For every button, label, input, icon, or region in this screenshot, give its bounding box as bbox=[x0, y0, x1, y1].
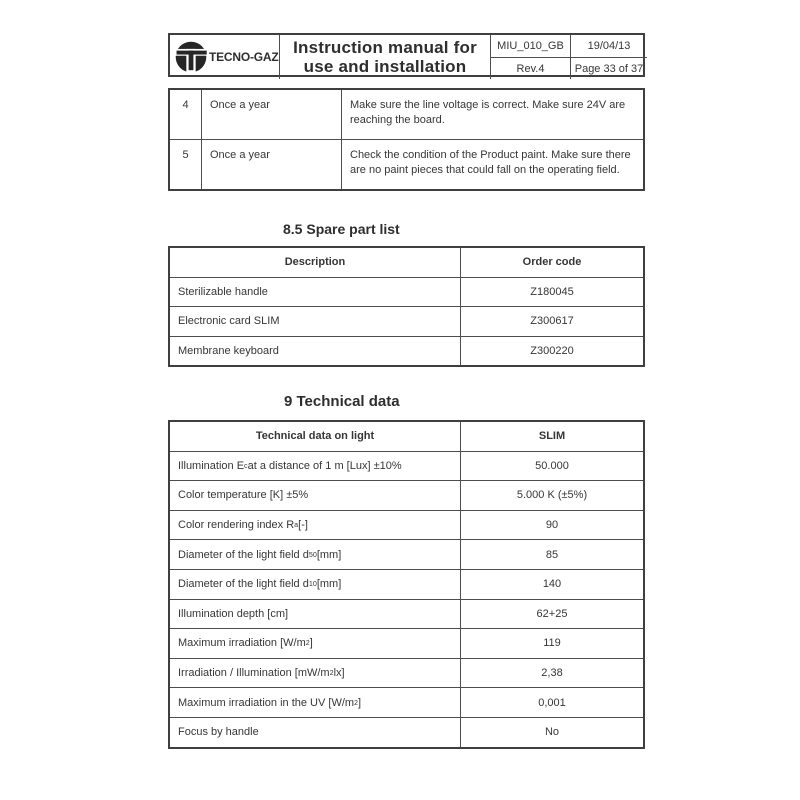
table-row bbox=[170, 139, 643, 189]
table-row bbox=[170, 717, 643, 747]
maintenance-table bbox=[168, 88, 645, 191]
tech-value: 62+25 bbox=[460, 600, 643, 629]
table-row bbox=[170, 628, 643, 658]
row-number: 5 bbox=[182, 149, 189, 161]
tech-value: No bbox=[460, 718, 643, 747]
table-header-row bbox=[170, 422, 643, 451]
order-code-cell: Z180045 bbox=[460, 278, 643, 307]
tech-value: 140 bbox=[460, 570, 643, 599]
doc-code: MIU_010_GB bbox=[490, 35, 570, 57]
header-title-line2: use and installation bbox=[303, 57, 467, 76]
table-row bbox=[170, 277, 643, 307]
table-header-row bbox=[170, 248, 643, 277]
tech-value: 0,001 bbox=[460, 688, 643, 717]
tech-value: 2,38 bbox=[460, 659, 643, 688]
tech-label: Illumination depth [cm] bbox=[178, 607, 289, 620]
tecno-gaz-logo-icon bbox=[174, 40, 208, 74]
doc-date: 19/04/13 bbox=[570, 35, 647, 57]
action-cell: Make sure the line voltage is correct. Make sure 24V are reaching the board. bbox=[341, 90, 643, 139]
frequency-cell: Once a year bbox=[201, 90, 341, 139]
tech-label: Color rendering index R a [-] bbox=[178, 519, 308, 532]
tech-value: 5.000 K (±5%) bbox=[460, 481, 643, 510]
table-row bbox=[170, 658, 643, 688]
technical-data-heading: 9 Technical data bbox=[284, 393, 400, 410]
logo-text: TECNO-GAZ bbox=[209, 50, 279, 64]
table-row bbox=[170, 539, 643, 569]
column-header-description: Description bbox=[284, 256, 346, 269]
table-row bbox=[170, 599, 643, 629]
frequency-cell: Once a year bbox=[201, 140, 341, 189]
column-header-slim: SLIM bbox=[460, 422, 643, 451]
table-row bbox=[170, 451, 643, 481]
table-row bbox=[170, 306, 643, 336]
order-code-cell: Z300220 bbox=[460, 337, 643, 366]
tech-value: 85 bbox=[460, 540, 643, 569]
action-cell: Check the condition of the Product paint. Make sure there are no paint pieces that could fall on the operating field. bbox=[341, 140, 643, 189]
tech-label: Focus by handle bbox=[178, 726, 259, 739]
spare-parts-table bbox=[168, 246, 645, 367]
header-title bbox=[279, 35, 490, 79]
order-code-cell: Z300617 bbox=[460, 307, 643, 336]
header-title-line1: Instruction manual for bbox=[293, 38, 477, 57]
logo bbox=[170, 35, 279, 79]
table-row bbox=[170, 510, 643, 540]
table-row bbox=[170, 687, 643, 717]
table-row bbox=[170, 336, 643, 366]
column-header-tech-label: Technical data on light bbox=[255, 430, 375, 443]
table-row bbox=[170, 480, 643, 510]
tech-value: 119 bbox=[460, 629, 643, 658]
table-row bbox=[170, 90, 643, 139]
description-cell: Membrane keyboard bbox=[178, 344, 279, 357]
tech-label: Color temperature [K] ±5% bbox=[178, 489, 309, 502]
page-number: Page 33 of 37 bbox=[570, 57, 647, 79]
column-header-order-code: Order code bbox=[460, 248, 643, 277]
description-cell: Sterilizable handle bbox=[178, 285, 268, 298]
tech-value: 90 bbox=[460, 511, 643, 540]
tech-label: Maximum irradiation [W/m 2 ] bbox=[178, 637, 313, 650]
tech-label: Diameter of the light field d 50 [mm] bbox=[178, 548, 342, 561]
row-number: 4 bbox=[182, 99, 189, 111]
table-row bbox=[170, 569, 643, 599]
spare-parts-heading: 8.5 Spare part list bbox=[283, 221, 400, 237]
tech-label: Irradiation / Illumination [mW/m 2 lx] bbox=[178, 667, 345, 680]
document-header bbox=[168, 33, 645, 77]
tech-label: Maximum irradiation in the UV [W/m 2 ] bbox=[178, 696, 362, 709]
technical-data-table bbox=[168, 420, 645, 749]
tech-label: Diameter of the light field d 10 [mm] bbox=[178, 578, 342, 591]
description-cell: Electronic card SLIM bbox=[178, 315, 280, 328]
tech-label: Illumination E c at a distance of 1 m [Lux] ±10% bbox=[178, 459, 402, 472]
tech-value: 50.000 bbox=[460, 452, 643, 481]
doc-revision: Rev.4 bbox=[490, 57, 570, 79]
